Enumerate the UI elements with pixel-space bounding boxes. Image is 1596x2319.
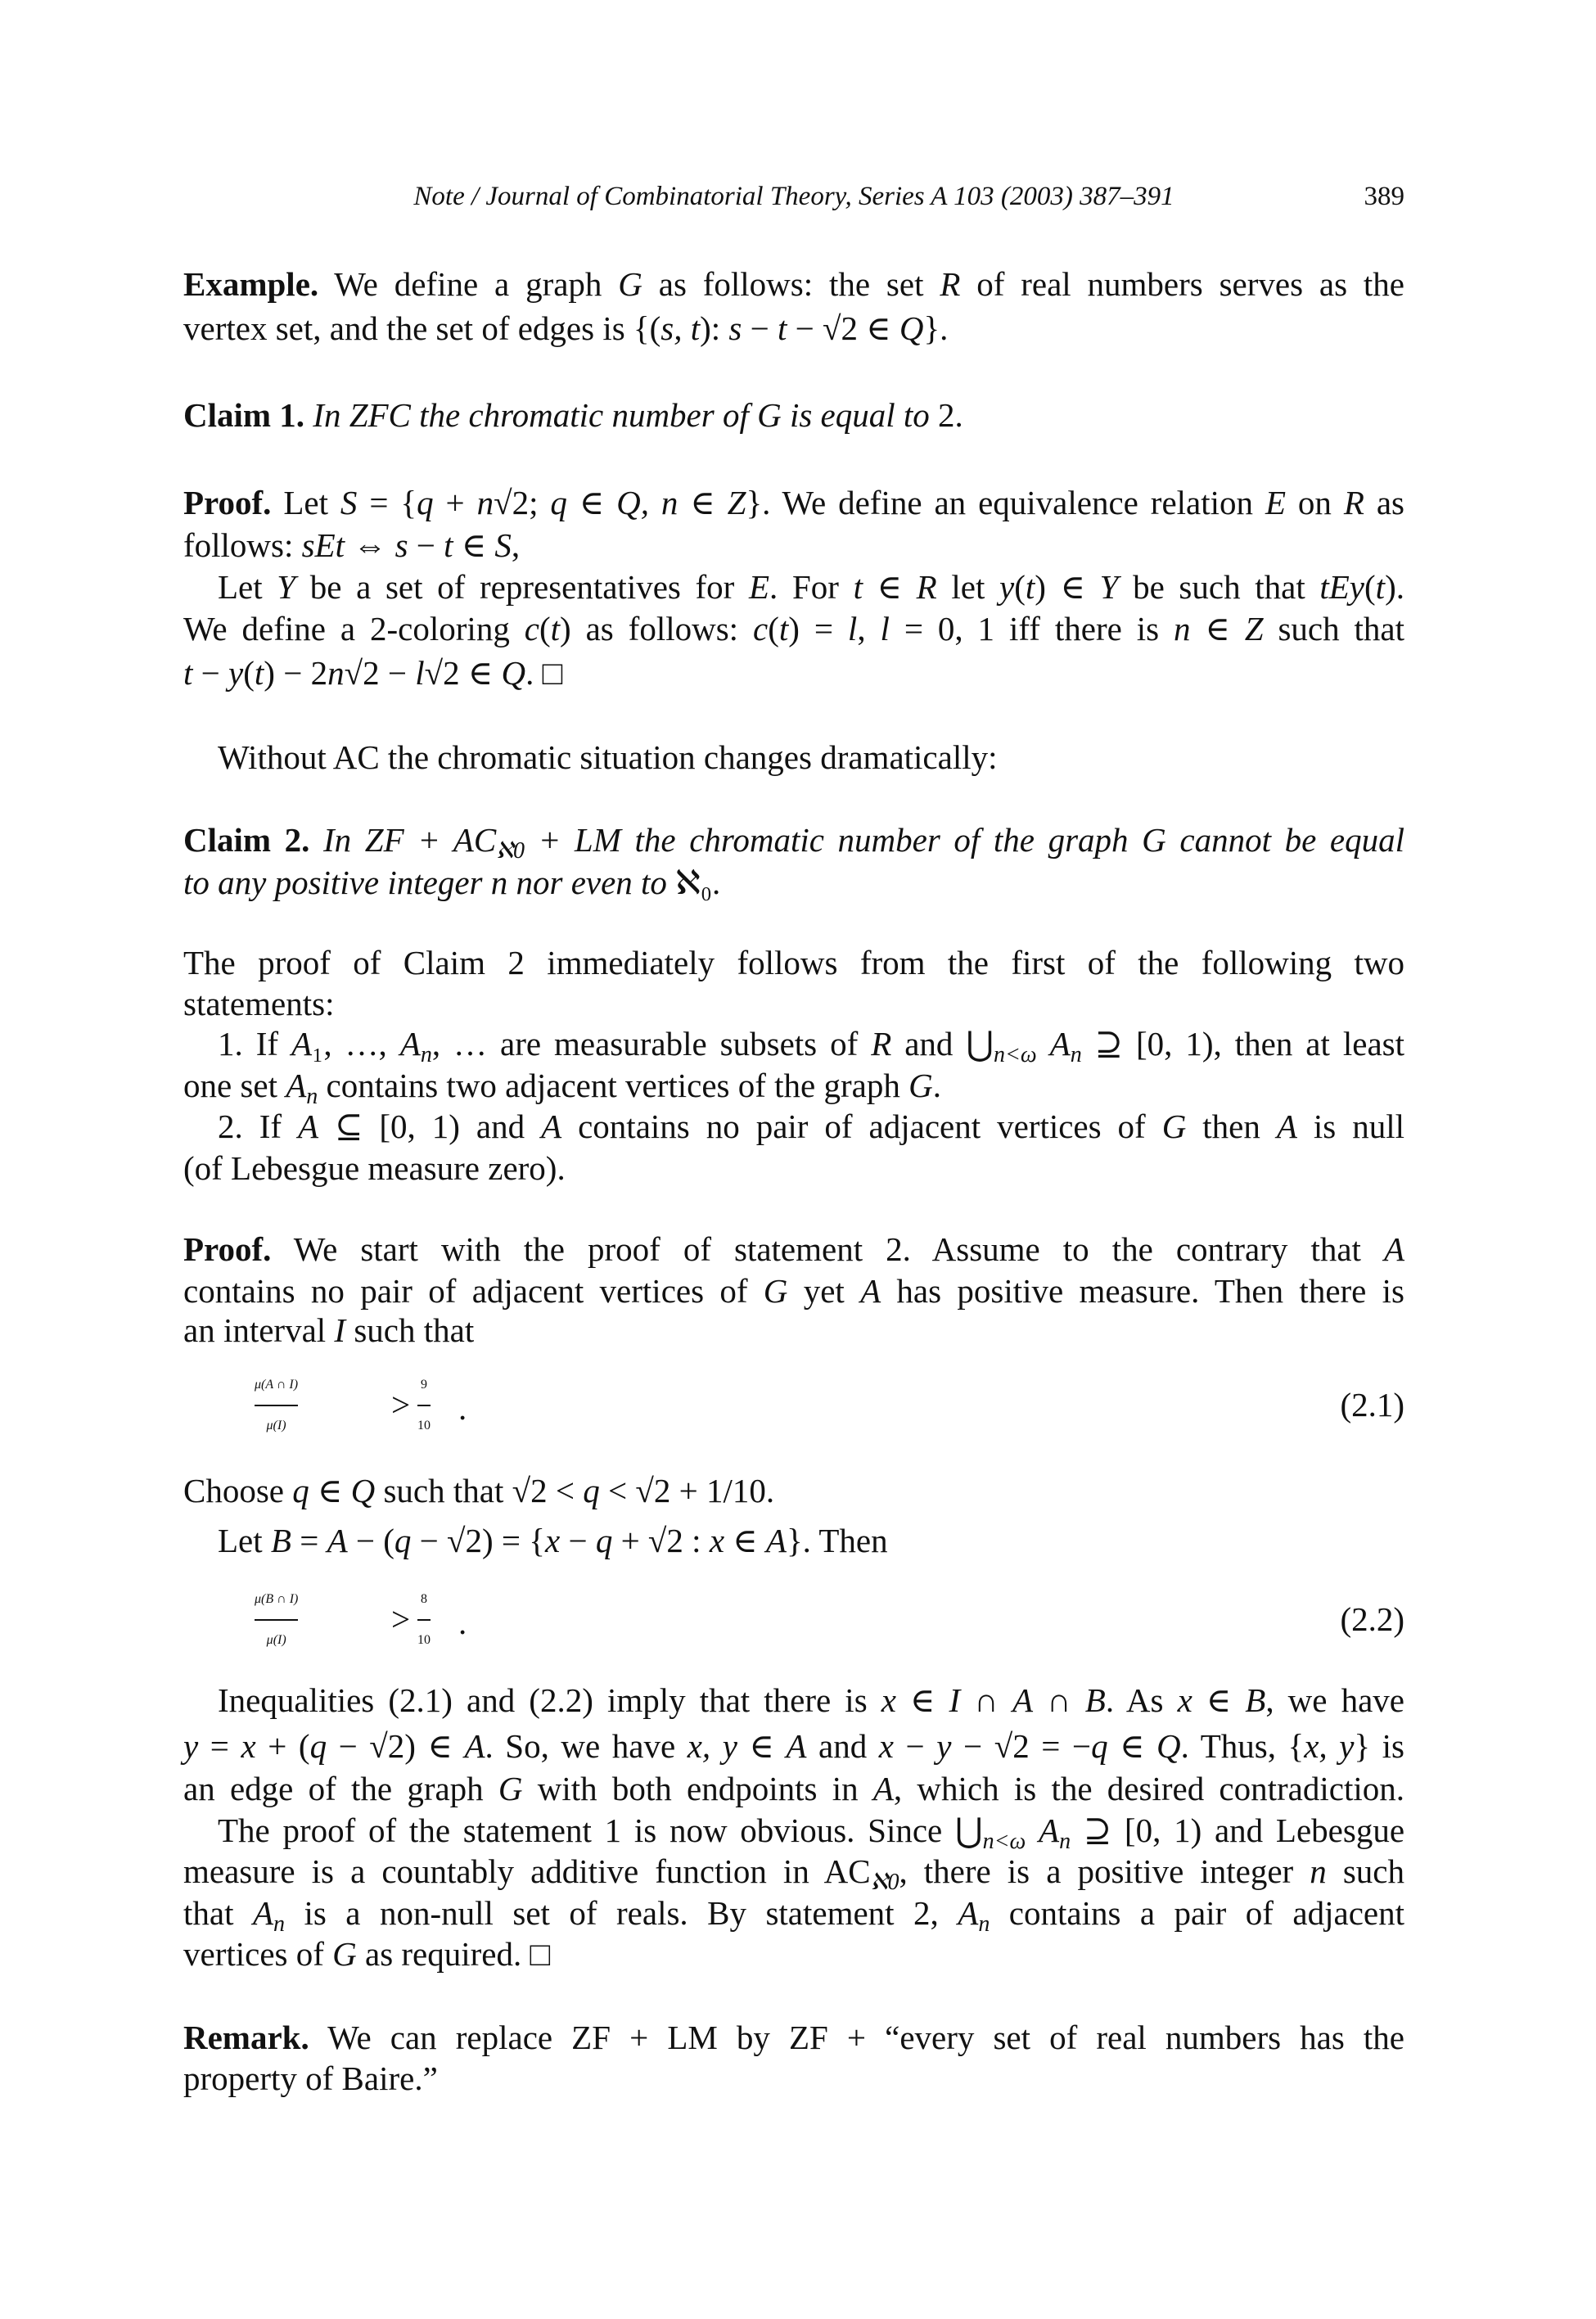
- text-run: an interval: [183, 1311, 335, 1349]
- italic-text: A: [1383, 1230, 1404, 1268]
- text-run: ∈: [737, 1727, 787, 1765]
- text-run: contains a pair of adjacent: [990, 1894, 1404, 1932]
- text-run: We can replace ZF + LM by ZF + “every set of real numbers has the: [309, 2019, 1404, 2056]
- italic-text: t: [778, 309, 787, 347]
- text-run: then: [1186, 1108, 1277, 1145]
- italic-text: A: [1012, 1681, 1033, 1719]
- italic-text: q: [595, 1522, 613, 1559]
- lhs-fraction: [255, 1580, 298, 1660]
- text-run: −: [192, 654, 229, 692]
- text-run: ,: [511, 526, 521, 564]
- italic-text: + LM the chromatic number of the graph G cannot be equal: [525, 821, 1404, 859]
- italic-text: to any positive integer n nor even to: [183, 864, 676, 901]
- text-run: ,: [857, 610, 881, 647]
- subscript: n: [978, 1911, 990, 1937]
- text-run: (: [768, 610, 779, 647]
- text-run: [1026, 1811, 1039, 1849]
- text-run: √2 −: [344, 654, 416, 692]
- text-run: + √2 :: [612, 1522, 710, 1559]
- text-run: , we have: [1265, 1681, 1404, 1719]
- text-run: ∩: [960, 1681, 1012, 1719]
- text-line: [183, 1470, 1404, 1511]
- lhs-denominator: μ(I): [266, 1419, 286, 1432]
- text-run: −: [894, 1727, 937, 1765]
- text-run: √2 ∈: [424, 654, 502, 692]
- text-run: We define a graph: [318, 265, 619, 303]
- text-line: [218, 566, 1404, 607]
- text-run: as follows: the set: [642, 265, 940, 303]
- italic-text: x: [544, 1522, 561, 1559]
- italic-text: x, y: [1304, 1727, 1355, 1765]
- italic-text: y: [228, 654, 244, 692]
- text-run: ) − 2: [264, 654, 328, 692]
- text-line: [183, 1768, 1404, 1809]
- text-run: [1037, 1025, 1050, 1062]
- italic-text: R: [871, 1025, 892, 1062]
- subscript: n: [1070, 1042, 1082, 1067]
- rhs-fraction: [417, 1365, 431, 1446]
- subscript: ℵ0: [870, 1870, 899, 1895]
- text-run: Without AC the chromatic situation changes dramatically:: [218, 738, 998, 776]
- italic-text: q: [550, 484, 567, 521]
- period: .: [458, 1389, 467, 1427]
- text-run: .: [932, 1067, 941, 1104]
- text-run: and: [806, 1727, 879, 1765]
- italic-text: s, t: [660, 309, 701, 347]
- text-run: of real numbers serves as the: [960, 265, 1404, 303]
- text-line: [183, 264, 1404, 305]
- text-run: ∈: [453, 526, 495, 564]
- rhs-denominator: 10: [417, 1633, 431, 1647]
- italic-text: q: [417, 484, 434, 521]
- page-number: 389: [1364, 182, 1404, 211]
- text-run: . For: [769, 568, 854, 606]
- subscript: n<ω: [982, 1829, 1026, 1854]
- italic-text: Q, n: [616, 484, 679, 521]
- italic-text: A: [464, 1727, 485, 1765]
- text-run: =: [291, 1522, 327, 1559]
- text-run: ∈: [724, 1522, 766, 1559]
- italic-text: G: [1161, 1108, 1187, 1145]
- text-line: [183, 652, 1404, 693]
- italic-text: Y: [1099, 568, 1119, 606]
- italic-text: n: [1174, 610, 1191, 647]
- text-run: − √2) = {: [411, 1522, 545, 1559]
- italic-text: Z: [727, 484, 746, 521]
- text-run: ₁, …,: [312, 1025, 400, 1062]
- text-run: −: [560, 1522, 596, 1559]
- italic-text: E: [1265, 484, 1286, 521]
- text-run: as: [1364, 484, 1405, 521]
- italic-text: n: [476, 484, 494, 521]
- text-run: . So, we have: [485, 1727, 688, 1765]
- italic-text: R: [940, 265, 961, 303]
- rhs-fraction: [417, 1580, 431, 1660]
- text-line: [183, 862, 1404, 903]
- text-run: − (: [347, 1522, 394, 1559]
- text-run: as required. □: [356, 1935, 551, 1973]
- text-run: ⊆ [0, 1) and: [318, 1108, 542, 1145]
- bold-heading: Example.: [183, 265, 319, 303]
- text-run: Let: [218, 1522, 271, 1559]
- subscript: n: [273, 1911, 285, 1937]
- italic-text: sEt: [301, 526, 345, 564]
- italic-text: R: [916, 568, 937, 606]
- text-run: , which is the desired contradiction.: [893, 1770, 1404, 1807]
- text-run: (: [243, 654, 255, 692]
- italic-text: A: [958, 1894, 979, 1932]
- text-run: Let: [218, 568, 277, 606]
- text-run: and ⋃: [891, 1025, 994, 1062]
- text-run: ∩: [1032, 1681, 1085, 1719]
- italic-text: R: [1343, 484, 1364, 521]
- italic-text: q: [1091, 1727, 1108, 1765]
- text-run: contains no pair of adjacent vertices of: [561, 1108, 1162, 1145]
- italic-text: x: [241, 1727, 256, 1765]
- italic-text: t: [1025, 568, 1035, 606]
- text-run: (: [539, 610, 551, 647]
- period: .: [458, 1604, 467, 1641]
- italic-text: Q: [899, 309, 924, 347]
- text-line: [183, 983, 1404, 1024]
- italic-text: l: [847, 610, 858, 647]
- text-line: [183, 942, 1404, 983]
- text-run: has positive measure. Then there is: [881, 1272, 1405, 1310]
- text-run: yet: [787, 1272, 861, 1310]
- italic-text: s: [728, 309, 742, 347]
- lhs-numerator: μ(A ∩ I): [255, 1378, 299, 1392]
- italic-text: G: [908, 1067, 933, 1104]
- text-run: +: [433, 484, 477, 521]
- text-run: ∈: [678, 484, 728, 521]
- text-line: [183, 1229, 1404, 1270]
- italic-text: x: [878, 1727, 894, 1765]
- text-run: , there is a positive integer: [899, 1852, 1310, 1890]
- text-line: [218, 737, 1404, 778]
- text-run: vertices of: [183, 1935, 333, 1973]
- text-run: such that: [345, 1311, 475, 1349]
- text-line: [183, 2058, 1404, 2099]
- text-run: ).: [1385, 568, 1404, 606]
- italic-text: t: [778, 610, 789, 647]
- italic-text: c: [753, 610, 769, 647]
- text-line: [183, 2017, 1404, 2058]
- subscript: n<ω: [994, 1042, 1037, 1067]
- text-run: }. Then: [786, 1522, 888, 1559]
- rhs-denominator: 10: [417, 1419, 431, 1432]
- bold-heading: Proof.: [183, 1230, 272, 1268]
- text-run: Inequalities (2.1) and (2.2) imply that there is: [218, 1681, 881, 1719]
- italic-text: Q: [501, 654, 526, 692]
- text-run: follows:: [183, 526, 302, 564]
- text-run: let: [936, 568, 999, 606]
- text-line: [218, 1680, 1404, 1721]
- italic-text: A: [786, 1727, 807, 1765]
- italic-text: t: [1375, 568, 1386, 606]
- italic-text: q: [394, 1522, 412, 1559]
- text-run: 2.: [938, 396, 963, 434]
- text-run: . Thus, {: [1180, 1727, 1305, 1765]
- italic-text: A: [327, 1522, 348, 1559]
- text-run: Choose: [183, 1472, 293, 1509]
- text-run: ∈: [1192, 1681, 1246, 1719]
- italic-text: S: [494, 526, 512, 564]
- italic-text: Q: [350, 1472, 376, 1509]
- text-run: . □: [525, 654, 563, 692]
- text-run: is a non-null set of reals. By statement 2,: [285, 1894, 958, 1932]
- text-run: − √2 = −: [951, 1727, 1092, 1765]
- text-run: ⊇ [0, 1), then at least: [1081, 1025, 1404, 1062]
- text-run: (: [1364, 568, 1376, 606]
- bold-heading: Claim 2.: [183, 821, 310, 859]
- text-line: [183, 482, 1404, 523]
- italic-text: Y: [277, 568, 296, 606]
- italic-text: A: [291, 1025, 313, 1062]
- italic-text: y: [999, 568, 1015, 606]
- bold-heading: Proof.: [183, 484, 272, 521]
- text-run: ) as follows:: [560, 610, 753, 647]
- text-run: The proof of Claim 2 immediately follows from the first of the following two: [183, 944, 1404, 981]
- italic-text: tEy: [1319, 568, 1365, 606]
- italic-text: t: [254, 654, 264, 692]
- italic-text: B: [1245, 1681, 1266, 1719]
- italic-text: A: [872, 1770, 894, 1807]
- text-run: contains two adjacent vertices of the graph: [318, 1067, 909, 1104]
- italic-text: I: [949, 1681, 961, 1719]
- italic-text: A: [399, 1025, 421, 1062]
- italic-text: B: [1084, 1681, 1106, 1719]
- text-line: [183, 525, 1404, 566]
- text-line: [218, 1106, 1404, 1147]
- text-run: } is: [1354, 1727, 1405, 1765]
- text-run: measure is a countably additive function in AC: [183, 1852, 871, 1890]
- text-line: [183, 308, 1404, 349]
- text-run: }. We define an equivalence relation: [746, 484, 1265, 521]
- subscript: n: [306, 1084, 318, 1109]
- text-run: We define a 2-coloring: [183, 610, 525, 647]
- text-line: [183, 1270, 1404, 1311]
- text-line: [183, 608, 1404, 649]
- italic-text: x: [709, 1522, 725, 1559]
- text-run: Let: [271, 484, 340, 521]
- text-line: [183, 1933, 1404, 1974]
- running-header: Note / Journal of Combinatorial Theory, Series A 103 (2003) 387–391: [413, 182, 1174, 211]
- italic-text: q: [309, 1727, 327, 1765]
- text-run: property of Baire.”: [183, 2060, 438, 2097]
- rhs-numerator: 9: [421, 1378, 427, 1392]
- italic-text: s: [394, 526, 408, 564]
- text-run: − √2 ∈: [787, 309, 899, 347]
- italic-text: G: [618, 265, 642, 303]
- text-run: −: [408, 526, 444, 564]
- subscript: ℵ0: [496, 838, 525, 864]
- rhs-numerator: 8: [421, 1592, 427, 1606]
- text-run: ∈: [1107, 1727, 1157, 1765]
- italic-text: Q: [1156, 1727, 1181, 1765]
- italic-text: In ZF + AC: [309, 821, 497, 859]
- text-run: −: [742, 309, 778, 347]
- text-run: be a set of representatives for: [295, 568, 749, 606]
- text-line: [183, 395, 1404, 435]
- text-run: ∈: [309, 1472, 351, 1509]
- text-run: statements:: [183, 985, 335, 1022]
- italic-text: S: [340, 484, 358, 521]
- text-run: ∈: [895, 1681, 949, 1719]
- italic-text: E: [749, 568, 770, 606]
- italic-text: n: [327, 654, 345, 692]
- equation-number: (2.2): [1340, 1600, 1404, 1638]
- relation: >: [391, 1600, 411, 1638]
- text-run: = {: [357, 484, 417, 521]
- text-run: }.: [923, 309, 949, 347]
- lhs-numerator: μ(B ∩ I): [255, 1592, 299, 1606]
- italic-text: A: [1276, 1108, 1297, 1145]
- text-run: ⊇ [0, 1) and Lebesgue: [1071, 1811, 1405, 1849]
- text-run: ℵ₀.: [675, 864, 721, 901]
- italic-text: t: [550, 610, 561, 647]
- text-run: an edge of the graph: [183, 1770, 498, 1807]
- text-run: = 0, 1 iff there is: [889, 610, 1174, 647]
- text-run: (: [1014, 568, 1026, 606]
- italic-text: A: [1039, 1811, 1060, 1849]
- italic-text: x: [881, 1681, 896, 1719]
- text-run: ) ∈: [1035, 568, 1100, 606]
- text-line: [218, 1520, 1404, 1561]
- text-run: is null: [1296, 1108, 1404, 1145]
- text-run: (of Lebesgue measure zero).: [183, 1149, 566, 1187]
- italic-text: x: [1177, 1681, 1192, 1719]
- text-line: [183, 1310, 1404, 1351]
- italic-text: I: [334, 1311, 346, 1349]
- text-run: ⇔: [345, 526, 395, 564]
- text-run: The proof of the statement 1 is now obvious. Since ⋃: [218, 1811, 983, 1849]
- italic-text: G: [498, 1770, 523, 1807]
- text-run: < √2 + 1/10.: [599, 1472, 775, 1509]
- text-run: √2;: [494, 484, 551, 521]
- italic-text: l: [880, 610, 890, 647]
- subscript: n: [1059, 1829, 1071, 1854]
- italic-text: A: [298, 1108, 319, 1145]
- text-run: ∈: [862, 568, 917, 606]
- italic-text: y: [183, 1727, 199, 1765]
- text-run: + (: [255, 1727, 310, 1765]
- text-run: that: [183, 1894, 253, 1932]
- italic-text: l: [415, 654, 425, 692]
- text-run: 2. If: [218, 1108, 299, 1145]
- text-run: ∈: [566, 484, 617, 521]
- italic-text: A: [252, 1894, 273, 1932]
- italic-text: t: [853, 568, 863, 606]
- relation: >: [391, 1386, 411, 1423]
- italic-text: t: [444, 526, 453, 564]
- italic-text: G: [763, 1272, 788, 1310]
- text-run: We start with the proof of statement 2. Assume to the contrary that: [271, 1230, 1384, 1268]
- italic-text: c: [524, 610, 539, 647]
- text-run: on: [1286, 484, 1344, 521]
- text-run: . As: [1105, 1681, 1178, 1719]
- subscript: n: [420, 1042, 432, 1067]
- italic-text: q: [583, 1472, 600, 1509]
- text-line: [183, 1726, 1404, 1766]
- italic-text: Z: [1244, 610, 1264, 647]
- italic-text: y: [936, 1727, 952, 1765]
- italic-text: x, y: [687, 1727, 737, 1765]
- equation-number: (2.1): [1340, 1386, 1404, 1423]
- text-run: ) =: [788, 610, 848, 647]
- text-run: ):: [700, 309, 729, 347]
- bold-heading: Claim 1.: [183, 396, 305, 434]
- italic-text: B: [270, 1522, 291, 1559]
- italic-text: A: [765, 1522, 787, 1559]
- bold-heading: Remark.: [183, 2019, 309, 2056]
- text-run: such that: [1263, 610, 1405, 647]
- italic-text: n: [1310, 1852, 1327, 1890]
- italic-text: In ZFC the chromatic number of G is equal to: [304, 396, 939, 434]
- text-run: such: [1326, 1852, 1405, 1890]
- italic-text: q: [292, 1472, 309, 1509]
- lhs-fraction: [255, 1365, 298, 1446]
- text-run: − √2) ∈: [327, 1727, 465, 1765]
- italic-text: t: [183, 654, 193, 692]
- italic-text: A: [860, 1272, 881, 1310]
- text-run: 1. If: [218, 1025, 291, 1062]
- text-run: be such that: [1118, 568, 1320, 606]
- text-run: such that √2 <: [375, 1472, 584, 1509]
- text-line: [183, 1148, 1404, 1189]
- text-run: vertex set, and the set of edges is {(: [183, 309, 661, 347]
- italic-text: G: [332, 1935, 357, 1973]
- text-run: =: [198, 1727, 241, 1765]
- italic-text: A: [541, 1108, 562, 1145]
- text-run: with both endpoints in: [522, 1770, 873, 1807]
- italic-text: A: [286, 1067, 307, 1104]
- text-run: one set: [183, 1067, 286, 1104]
- text-run: contains no pair of adjacent vertices of: [183, 1272, 764, 1310]
- italic-text: A: [1049, 1025, 1071, 1062]
- text-run: ∈: [1190, 610, 1245, 647]
- text-run: , … are measurable subsets of: [431, 1025, 872, 1062]
- lhs-denominator: μ(I): [266, 1633, 286, 1647]
